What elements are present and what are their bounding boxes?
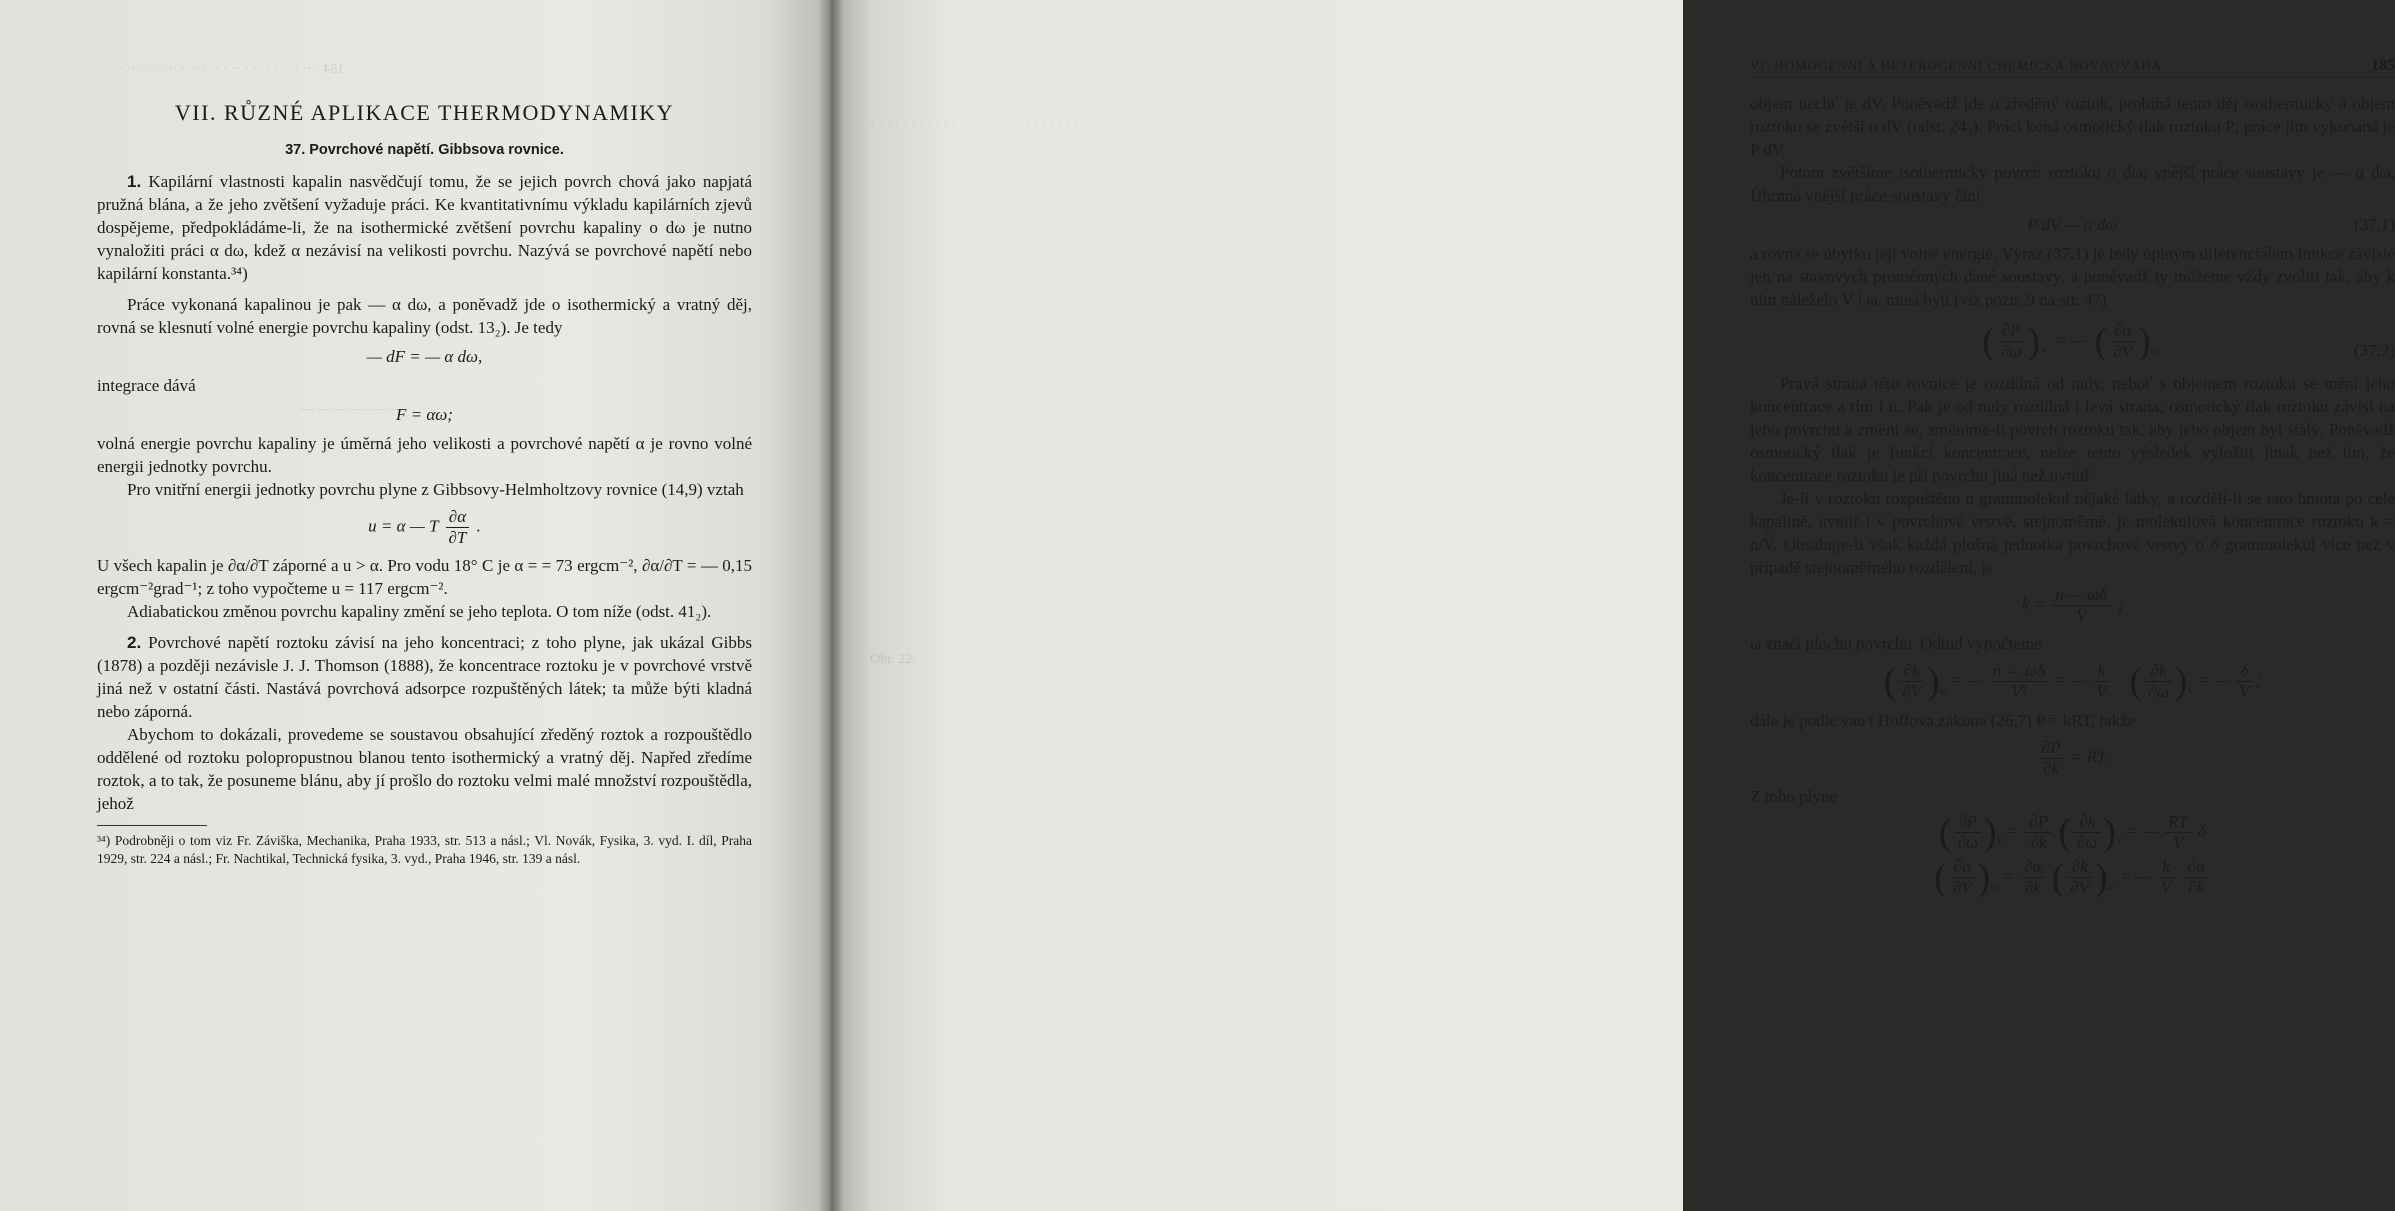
paragraph-1 xyxy=(97,170,752,285)
paragraph-5: Je-li v roztoku rozpuštěno n grammolekul nějaké látky, a rozdělí-li se tato hmota po celé kapalině, uvnitř i v povrchové vrstvě, stejnoměrně, je molekulová koncentrace roztoku k = n/V. Obsahuje-li však každá plošná jednotka povrchové vrstvy o δ grammolekul více než v případě stejnoměrného rozdělení, je xyxy=(1750,489,2395,578)
running-head xyxy=(1750,57,2395,78)
chapter-title: VII. RŮZNÉ APLIKACE THERMODYNAMIKY xyxy=(174,100,675,125)
paragraph-2: Práce vykonaná kapalinou je pak — α dω, a poněvadž jde o isothermický a vratný děj, rovná se klesnutí volné energie povrchu kapaliny (odst. 13₂). Je tedy xyxy=(97,295,752,337)
paragraph-7: Adiabatickou změnou povrchu kapaliny změní se jeho teplota. O tom níže (odst. 41₂). xyxy=(127,602,712,621)
paragraph-6: ω značí plochu povrchu. Odtud vypočteme xyxy=(1750,634,2042,654)
equation-dk: ( $\frac{\partial k}{\partial V}$ )$_\omega$ = — $\frac{n — \omega\delta}{\text{V²}}$ = — $\frac{k}{V}$ ( $\frac{\partial k}{\partial\omega}$ )$_V$ = — $\frac{\delta}{V}$ ; xyxy=(1883,660,2262,703)
paragraph-number: 2. xyxy=(127,633,142,652)
paragraph-3: integrace dává xyxy=(97,376,196,395)
paragraph-2: Potom zvětšíme isothermicky povrch roztoku o dω; vnější práce soustavy je — α dω. Úhrnná vnější práce soustavy činí xyxy=(1750,163,2395,205)
fraction-denominator: ∂T xyxy=(448,528,467,547)
paragraph-1: objem nechť je dV. Poněvadž jde o zředěný roztok, probíhá tento děj isothermicky a objem roztoku se zvětší o dV (odst. 24₃). Práci koná osmotický tlak roztoku P; práce jím vykonaná je P dV. xyxy=(1750,94,2395,159)
right-page-content xyxy=(1750,57,2395,903)
equation-result-2: ( $\frac{\partial\alpha}{\partial V}$ )$_\omega$ = $\frac{\partial\alpha}{\partial k}$ ( $\frac{\partial k}{\partial V}$ )$_\omega$ = — $\frac{k}{V}$ $\frac{\partial\alpha}{\partial k}$ xyxy=(1750,857,2395,898)
book-gutter xyxy=(818,0,844,1211)
fraction-numerator: n — ωδ xyxy=(2052,585,2110,606)
fraction xyxy=(446,507,470,548)
paragraph-number: 1. xyxy=(127,172,142,191)
equation-end: . xyxy=(476,516,481,536)
left-page xyxy=(0,0,830,1211)
equation-number: (37,2) xyxy=(2353,341,2395,360)
equation-lhs: k = xyxy=(2021,594,2046,614)
equation-body: P dV — α dω xyxy=(2027,215,2118,234)
fraction-denominator: V xyxy=(2076,606,2087,626)
paragraph-4: volná energie povrchu kapaliny je úměrná jeho velikosti a povrchové napětí α je rovno volné energii jednotky povrchu. xyxy=(97,434,752,476)
paragraph-text: Kapilární vlastnosti kapalin nasvědčují tomu, že se jejich povrch chová jako napjatá pružná blána, a že jeho zvětšení vyžaduje práci. Ke kvantitativnímu výkladu kapilárních zjevů dospějeme, předpokládáme-li, že na isothermické zvětšení povrchu kapaliny o dω je nutno vynaložiti práci α dω, kdež α nezávisí na velikosti povrchu. Nazývá se povrchové napětí nebo kapilární konstanta.³⁴) xyxy=(97,172,752,283)
show-through-text: — — — — — — xyxy=(300,402,402,417)
footnote-rule xyxy=(97,825,207,826)
paragraph-4: Pravá strana této rovnice je rozdílná od nuly, neboť s objemem roztoku se mění jeho koncentrace a tím i α. Pak je od nuly rozdílná i levá strana; osmotický tlak roztoku závisí na jeho povrchu a změní se, změníme-li povrch roztoku tak, aby jeho objem byl stálý. Poněvadž osmotický tlak je funkcí koncentrace, nelze tento výsledek vyložiti jinak než tím, že koncentrace roztoku je při povrchu jiná než uvnitř. xyxy=(1750,374,2395,486)
left-page-content xyxy=(97,100,752,868)
paragraph-5: Pro vnitřní energii jednotky povrchu plyne z Gibbsovy-Helmholtzovy rovnice (14,9) vztah xyxy=(127,480,744,499)
paragraph-text: Povrchové napětí roztoku závisí na jeho koncentraci; z toho plyne, jak ukázal Gibbs (1878) a později nezávisle J. J. Thomson (1888), že koncentrace roztoku je v povrchové vrstvě jiná než v ostatní části. Nastává povrchová adsorpce rozpuštěných látek; ta může býti kladná nebo záporná. xyxy=(97,633,753,721)
paragraph-8: Z toho plyne xyxy=(1750,786,1837,806)
equation-u xyxy=(97,507,752,548)
equation-number: (37,1) xyxy=(2353,215,2395,234)
page-number: 185 xyxy=(2371,57,2395,74)
footnote: ³⁴) Podrobněji o tom viz Fr. Záviška, Mechanika, Praha 1933, str. 513 a násl.; Vl. Novák, Fysika, 3. vyd. I. díl, Praha 1929, str. 224 a násl.; Fr. Nachtikal, Technická fysika, 3. vyd., Praha 1946, str. 139 a násl. xyxy=(97,833,752,866)
paragraph-6: U všech kapalin je ∂α/∂T záporné a u > α. Pro vodu 18° C je α = = 73 ergcm⁻², ∂α/∂T = — 0,15 ergcm⁻²grad⁻¹; z toho vypočteme u = 117 ergcm⁻². xyxy=(97,556,752,598)
paragraph-7: dále je podle van't Hoffova zákona (26,7) P = kRT, takže xyxy=(1750,710,2136,730)
equation-result-1: ( $\frac{\partial P}{\partial\omega}$ )$_V$ = $\frac{\partial P}{\partial k}$ ( $\frac{\partial k}{\partial\omega}$ )$_V$ = — $\frac{RT}{V}$ δ xyxy=(1938,811,2207,854)
equation-37-2: ( $\frac{\partial P}{\partial\omega}$ )$_V$ = — ( $\frac{\partial\alpha}{\partial V}$ )$_\omega$. (37,2) xyxy=(1982,320,2395,363)
paragraph-3: a rovná se úbytku její volné energie. Výraz (37,1) je tedy úplným diferenciálem funkce závislé jen na stavových proměnných dané soustavy, a poněvadž ty můžeme vždy zvoliti tak, aby k nim náleželo V i ω, musí býti (viz pozn. 9 na str. 47) xyxy=(1750,244,2395,309)
fraction xyxy=(2052,585,2110,626)
section-title: 37. Povrchové napětí. Gibbsova rovnice. xyxy=(285,142,564,158)
paragraph-8 xyxy=(97,631,752,723)
fraction-numerator: ∂α xyxy=(446,507,470,528)
show-through-text: Obr. 22. xyxy=(870,652,916,667)
running-head-title: VI. HOMOGENNÍ A HETEROGENNÍ CHEMICKÁ ROVNOVÁHA xyxy=(1750,58,2163,73)
paragraph-9: Abychom to dokázali, provedeme se soustavou obsahující zředěný roztok a rozpouštědlo oddělené od roztoku polopropustnou blanou tento isothermický a vratný děj. Napřed zředíme roztok, a to tak, že posuneme blánu, aby jí prošlo do roztoku velmi malé množství rozpouštědla, jehož xyxy=(97,725,752,813)
equation-end: ; xyxy=(2117,594,2124,614)
show-through-text: 184 · ·· · ·· · · ·· · ·· · ·· · ·· · ·· · ·· · ·· · · xyxy=(110,62,345,77)
equation-F: F = αω; xyxy=(396,405,453,424)
equation-lhs: u = α — T xyxy=(368,516,439,536)
equation-37-1 xyxy=(1750,213,2395,236)
equation-dF: — dF = — α dω, xyxy=(366,347,483,366)
show-through-text: · · · · · · · · · · · · · · · · · · · · · · · · · · xyxy=(870,117,1079,132)
equation-dP-dk: $\frac{\partial P}{\partial k}$ = RT. xyxy=(1750,738,2395,779)
equation-k xyxy=(1750,585,2395,626)
